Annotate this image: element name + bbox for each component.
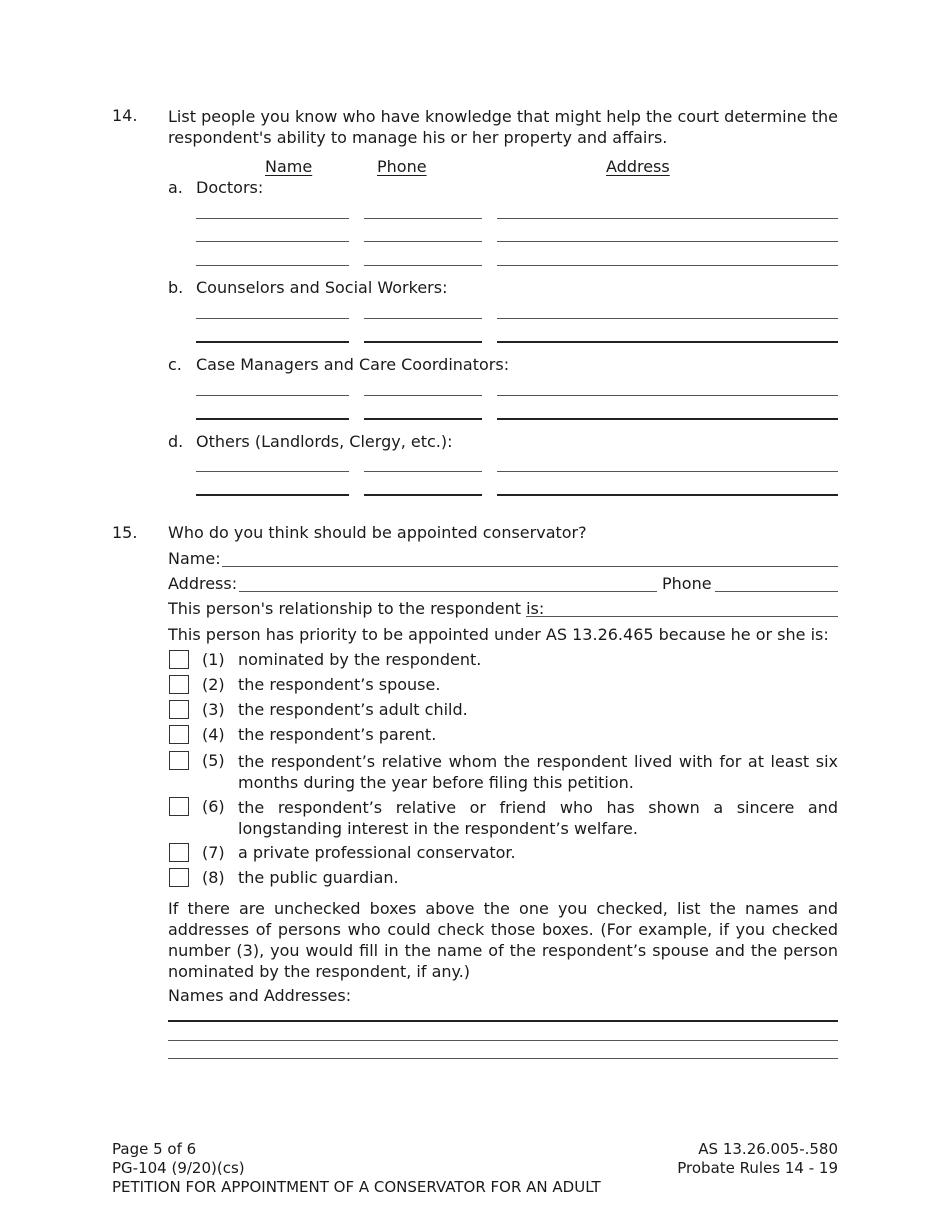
section-a-label: Doctors: (196, 178, 264, 197)
case-manager-2-name-field[interactable] (196, 418, 349, 420)
other-1-name-field[interactable] (196, 471, 349, 472)
names-addresses-field-3[interactable] (168, 1058, 838, 1059)
option-7-text: a private professional conservator. (238, 843, 516, 862)
option-8-checkbox[interactable] (169, 868, 189, 887)
conservator-address-field[interactable] (239, 591, 657, 592)
relationship-label: This person's relationship to the respondent is: (168, 599, 545, 618)
section-d-letter: d. (168, 432, 184, 451)
doctor-3-name-field[interactable] (196, 265, 349, 266)
other-2-name-field[interactable] (196, 494, 349, 496)
section-c-label: Case Managers and Care Coordinators: (196, 355, 510, 374)
column-header-name: Name (265, 157, 313, 176)
unchecked-instructions: If there are unchecked boxes above the one you checked, list the names and addresses of persons who could check those boxes. (For example, if you checked number (3), you would fill in the name of the respondent’s spouse and the person nominated by the respondent, if any.) (168, 899, 838, 981)
doctor-2-name-field[interactable] (196, 241, 349, 242)
counselor-1-name-field[interactable] (196, 318, 349, 319)
other-2-address-field[interactable] (497, 494, 838, 496)
counselor-2-phone-field[interactable] (364, 341, 482, 343)
names-addresses-field-1[interactable] (168, 1020, 838, 1022)
counselor-1-phone-field[interactable] (364, 318, 482, 319)
footer-form-title: PETITION FOR APPOINTMENT OF A CONSERVATOR FOR AN ADULT (112, 1178, 601, 1196)
doctor-3-phone-field[interactable] (364, 265, 482, 266)
section-a-letter: a. (168, 178, 183, 197)
doctor-1-name-field[interactable] (196, 218, 349, 219)
conservator-phone-field[interactable] (715, 591, 838, 592)
counselor-1-address-field[interactable] (497, 318, 838, 319)
doctor-2-address-field[interactable] (497, 241, 838, 242)
other-2-phone-field[interactable] (364, 494, 482, 496)
footer-statute: AS 13.26.005-.580 (698, 1140, 838, 1158)
option-8-number: (8) (202, 868, 225, 887)
option-1-text: nominated by the respondent. (238, 650, 482, 669)
option-2-number: (2) (202, 675, 225, 694)
conservator-name-field[interactable] (222, 566, 838, 567)
other-1-address-field[interactable] (497, 471, 838, 472)
names-addresses-field-2[interactable] (168, 1040, 838, 1041)
option-6-number: (6) (202, 797, 225, 816)
option-1-number: (1) (202, 650, 225, 669)
conservator-phone-label: Phone (662, 574, 712, 593)
case-manager-2-phone-field[interactable] (364, 418, 482, 420)
option-2-text: the respondent’s spouse. (238, 675, 441, 694)
case-manager-2-address-field[interactable] (497, 418, 838, 420)
case-manager-1-address-field[interactable] (497, 395, 838, 396)
question-15-number: 15. (112, 523, 138, 542)
conservator-address-label: Address: (168, 574, 238, 593)
column-header-phone: Phone (377, 157, 427, 176)
option-8-text: the public guardian. (238, 868, 399, 887)
option-2-checkbox[interactable] (169, 675, 189, 694)
doctor-3-address-field[interactable] (497, 265, 838, 266)
section-c-letter: c. (168, 355, 182, 374)
other-1-phone-field[interactable] (364, 471, 482, 472)
option-3-number: (3) (202, 700, 225, 719)
option-5-number: (5) (202, 751, 225, 770)
option-4-number: (4) (202, 725, 225, 744)
option-7-number: (7) (202, 843, 225, 862)
footer-rules: Probate Rules 14 - 19 (677, 1159, 838, 1177)
option-3-checkbox[interactable] (169, 700, 189, 719)
question-14-text: List people you know who have knowledge that might help the court determine the respondent's ability to manage his or her property and affairs. (168, 107, 838, 147)
footer-form-id: PG-104 (9/20)(cs) (112, 1159, 245, 1177)
doctor-2-phone-field[interactable] (364, 241, 482, 242)
column-header-address: Address (606, 157, 670, 176)
option-1-checkbox[interactable] (169, 650, 189, 669)
option-5-checkbox[interactable] (169, 751, 189, 770)
relationship-field[interactable] (526, 616, 838, 617)
footer-page-number: Page 5 of 6 (112, 1140, 197, 1158)
doctor-1-phone-field[interactable] (364, 218, 482, 219)
case-manager-1-phone-field[interactable] (364, 395, 482, 396)
section-d-label: Others (Landlords, Clergy, etc.): (196, 432, 453, 451)
conservator-name-label: Name: (168, 549, 221, 568)
option-6-checkbox[interactable] (169, 797, 189, 816)
question-14-number: 14. (112, 106, 138, 125)
section-b-label: Counselors and Social Workers: (196, 278, 448, 297)
option-7-checkbox[interactable] (169, 843, 189, 862)
counselor-2-name-field[interactable] (196, 341, 349, 343)
option-5-text: the respondent’s relative whom the respondent lived with for at least six months during the year before filing this petition. (238, 752, 838, 792)
doctor-1-address-field[interactable] (497, 218, 838, 219)
question-15-text: Who do you think should be appointed conservator? (168, 523, 587, 542)
case-manager-1-name-field[interactable] (196, 395, 349, 396)
names-addresses-label: Names and Addresses: (168, 986, 352, 1005)
option-4-text: the respondent’s parent. (238, 725, 437, 744)
option-3-text: the respondent’s adult child. (238, 700, 468, 719)
counselor-2-address-field[interactable] (497, 341, 838, 343)
section-b-letter: b. (168, 278, 184, 297)
option-4-checkbox[interactable] (169, 725, 189, 744)
priority-text: This person has priority to be appointed under AS 13.26.465 because he or she is: (168, 625, 829, 644)
option-6-text: the respondent’s relative or friend who has shown a sincere and longstanding interest in the respondent’s welfare. (238, 798, 838, 838)
